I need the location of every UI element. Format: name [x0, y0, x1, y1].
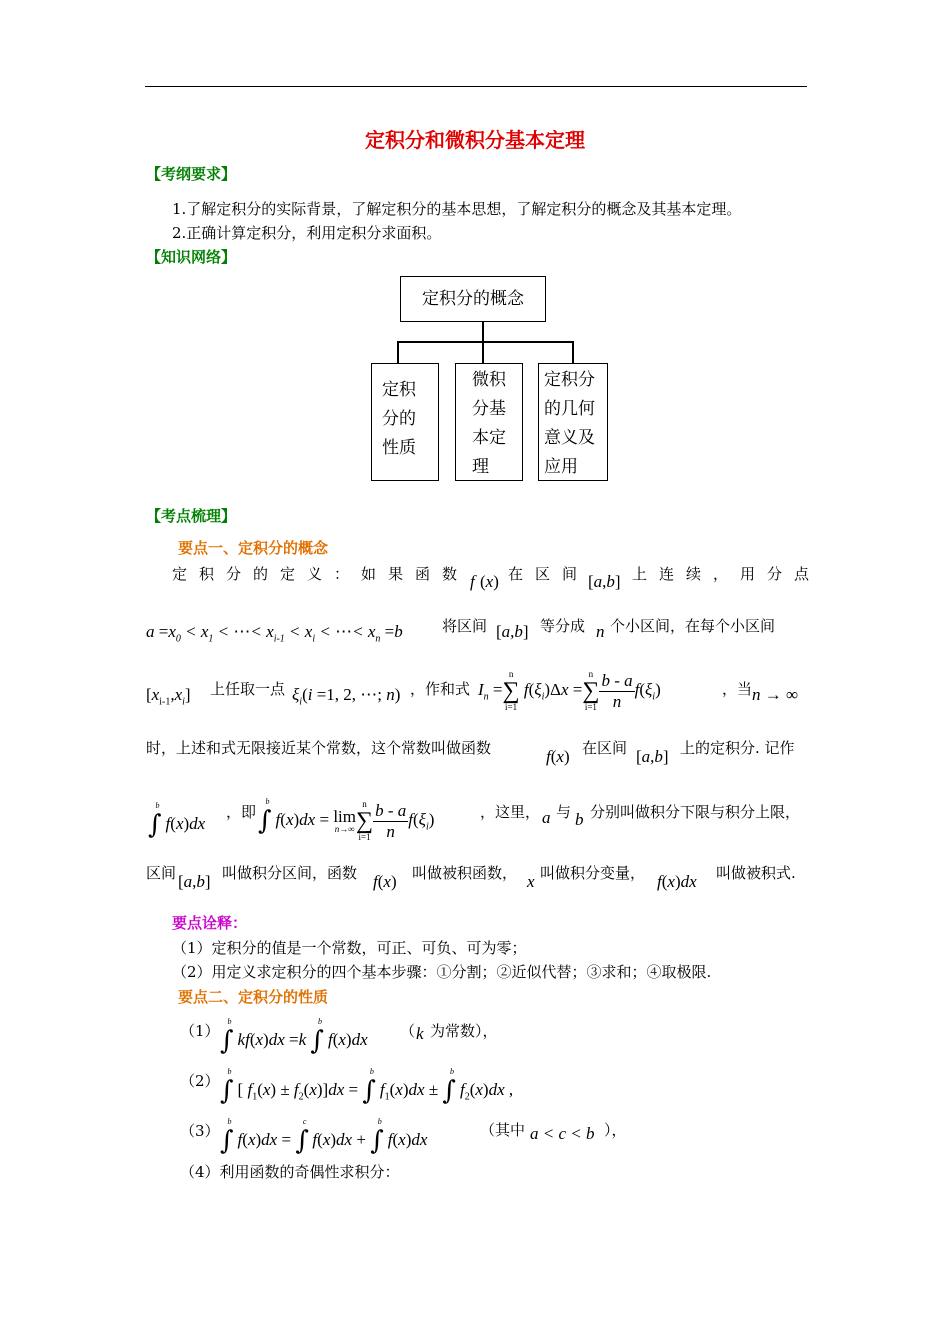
- diagram-connector: [397, 341, 573, 343]
- node-line: 分的: [382, 409, 416, 429]
- take-text: 上任取一点: [210, 680, 286, 698]
- property-1-tail: （: [400, 1022, 416, 1040]
- variable-text: 叫做积分变量，: [540, 864, 646, 882]
- diagram-node-concept: 定积分的概念: [400, 276, 546, 322]
- math-property-3: ∫$^b$f(x)dx = ∫$^c$f(x)dx + ∫$^b$f(x)dx: [220, 1117, 428, 1156]
- math-interval-ab: [a,b]: [588, 572, 621, 591]
- ie-text: ，即: [226, 803, 257, 821]
- node-line: 意义及: [544, 428, 595, 448]
- node-line: 定积分: [544, 370, 595, 390]
- node-line: 应用: [544, 457, 578, 477]
- split-text-2: 等分成: [540, 617, 586, 635]
- split-text-3: 个小区间，在每个小区间: [610, 617, 776, 635]
- node-line: 分基: [472, 399, 506, 419]
- property-3-end: ），: [604, 1121, 627, 1139]
- approach-text-3: 上的定积分. 记作: [680, 739, 795, 757]
- property-3-tail: （其中: [480, 1121, 526, 1139]
- approach-text: 时，上述和式无限接近某个常数，这个常数叫做函数: [146, 739, 492, 757]
- math-a: a: [542, 808, 551, 827]
- property-2-label: （2）: [180, 1072, 220, 1090]
- node-line: 理: [472, 457, 489, 477]
- property-3-label: （3）: [180, 1122, 220, 1140]
- math-interval-ab-3: [a,b]: [636, 747, 669, 766]
- node-line: 本定: [472, 428, 506, 448]
- math-xi-point: $\xi_i(i =1$, 2, ⋯; n): [292, 685, 401, 708]
- when-text: ，当: [722, 680, 753, 698]
- math-subinterval: $[x_{i-1},x_i]$: [146, 685, 191, 708]
- def-lead: 定积分的定义：如果函数: [172, 565, 470, 583]
- here-text: ，这里，: [480, 803, 541, 821]
- math-f-x-3: f(x): [373, 872, 397, 891]
- and-text: 与: [556, 803, 572, 821]
- math-n-to-inf: n → ∞: [752, 685, 799, 704]
- math-interval-ab-4: [a,b]: [178, 872, 211, 891]
- math-k: k: [416, 1024, 424, 1043]
- property-1-label: （1）: [180, 1022, 220, 1040]
- node-line: 的几何: [544, 399, 595, 419]
- def-in: 在区间: [508, 565, 590, 583]
- requirement-1: 1.了解定积分的实际背景，了解定积分的基本思想，了解定积分的概念及其基本定理。: [172, 200, 742, 218]
- math-partition: $a =x_0 < x_1$ < ⋯< $x_{i-1} < x_i$ < ⋯< $x_n =b$: [146, 622, 403, 645]
- section-key-points: 【考点梳理】: [146, 507, 237, 525]
- approach-text-2: 在区间: [582, 739, 628, 757]
- node-line: 性质: [382, 438, 416, 458]
- math-riemann-sum: $I_n$ = n ∑ i=1 $f(\xi_i)\Delta x$ = n ∑ i=1 $\frac{b - a}{n}$ $f(\xi_i)$: [478, 669, 661, 712]
- diagram-connector: [482, 322, 484, 342]
- math-integral-limit: ∫$^b$f(x)dx = lim n→∞ n ∑ i=1 $\frac{b - a}{n}$ $f(\xi_i)$: [258, 797, 435, 842]
- math-interval-ab-2: [a,b]: [496, 622, 529, 641]
- note-2: （2）用定义求定积分的四个基本步骤：①分割；②近似代替；③求和；④取极限.: [172, 963, 712, 981]
- header-rule: [145, 86, 807, 87]
- math-n: n: [596, 622, 605, 641]
- point1-title: 要点一、定积分的概念: [178, 539, 329, 557]
- section-exam-requirements: 【考纲要求】: [146, 165, 237, 183]
- page-title: 定积分和微积分基本定理: [365, 128, 585, 152]
- math-f-x-2: f(x): [546, 747, 570, 766]
- diagram-node-fundamental-theorem: [455, 363, 523, 481]
- diagram-connector: [572, 341, 574, 363]
- math-property-1: ∫$^b$kf(x)dx =k ∫$^b$f(x)dx: [220, 1017, 368, 1056]
- note-1: （1）定积分的值是一个常数，可正、可负、可为零；: [172, 939, 527, 957]
- property-4: （4）利用函数的奇偶性求积分：: [180, 1163, 400, 1181]
- requirement-2: 2.正确计算定积分，利用定积分求面积。: [172, 224, 442, 242]
- point2-title: 要点二、定积分的性质: [178, 988, 329, 1006]
- diagram-connector: [482, 341, 484, 363]
- property-1-const: 为常数），: [430, 1022, 498, 1040]
- def-cont: 上连续，用分点: [632, 565, 822, 583]
- limits-text: 分别叫做积分下限与积分上限，: [590, 803, 801, 821]
- math-a-c-b: a < c < b: [530, 1124, 595, 1143]
- section-knowledge-network: 【知识网络】: [146, 248, 237, 266]
- node-line: 定积: [382, 380, 416, 400]
- interval-text: 区间: [146, 864, 177, 882]
- math-integral-f: ∫$^b$f(x)dx: [148, 801, 206, 840]
- sum-text: ，作和式: [410, 680, 471, 698]
- math-b: b: [575, 810, 584, 829]
- math-f-x-dx: f(x)dx: [657, 872, 697, 891]
- diagram-node-geometric-meaning: [538, 363, 608, 481]
- interval-text-2: 叫做积分区间，函数: [222, 864, 358, 882]
- split-text: 将区间: [442, 617, 488, 635]
- math-x: x: [527, 872, 535, 891]
- math-f-x: f: [470, 572, 475, 591]
- diagram-node-properties: [371, 363, 439, 481]
- math-property-2: ∫$^b$[ $f_1(x) \pm f_2(x)]dx = \int^bf_1(x)dx \pm \int^bf_2(x)dx$ ,: [220, 1067, 514, 1106]
- diagram-connector: [397, 341, 399, 363]
- expr-text: 叫做被积式.: [716, 864, 796, 882]
- notes-title: 要点诠释：: [172, 914, 248, 932]
- node-line: 微积: [472, 370, 506, 390]
- math-paren-x: (x): [480, 572, 499, 591]
- integrand-text: 叫做被积函数，: [412, 864, 518, 882]
